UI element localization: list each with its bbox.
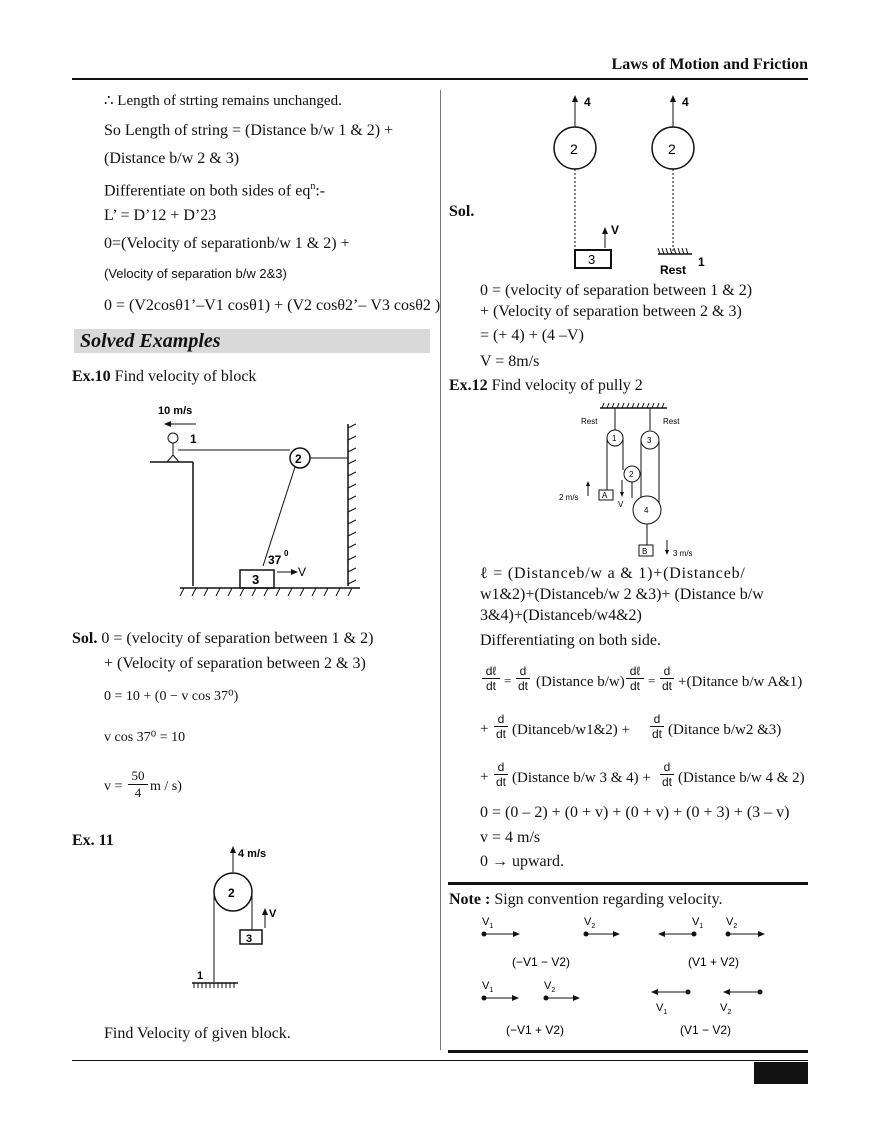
equation-line: L’ = D’12 + D’23 <box>104 207 217 224</box>
equation-line: 0 = 10 + (0 − v cos 37⁰) <box>104 689 239 704</box>
equation-line: v = <box>104 779 123 794</box>
solution-line: = (+ 4) + (4 –V) <box>480 327 584 344</box>
solution-line: 0 = (velocity of separation between 1 & 2) <box>480 282 753 299</box>
svg-text:2: 2 <box>668 141 676 157</box>
svg-text:V: V <box>618 500 624 509</box>
svg-text:A: A <box>602 491 608 500</box>
svg-text:3: 3 <box>647 436 652 445</box>
example-heading: Ex.12 Find velocity of pully 2 <box>449 377 643 394</box>
caption: Find Velocity of given block. <box>104 1025 291 1042</box>
svg-text:2: 2 <box>228 886 235 900</box>
v1-label: $V_1$ <box>482 916 494 930</box>
derivative-line: + d dt (Ditanceb/w1&2) + d dt (Ditance b/w2 &3) <box>480 712 782 741</box>
fraction: 50 4 <box>128 768 148 801</box>
svg-text:3 m/s: 3 m/s <box>673 549 693 558</box>
text-line: Differentiate on both sides of $eq^n:-$ <box>104 181 326 200</box>
svg-text:V: V <box>269 908 277 920</box>
ex10-figure <box>140 400 370 605</box>
equation-line: 0 → upward. <box>480 853 564 870</box>
text-line: ℓ = (Distanceb/w a & 1)+(Distanceb/ <box>480 565 746 582</box>
solution-line: Sol. 0 = (velocity of separation between 1 & 2) <box>72 630 374 647</box>
svg-text:V2: $V_2$ <box>544 980 556 994</box>
note-bottom-rule <box>448 1050 808 1053</box>
svg-text:V: V <box>298 565 307 579</box>
svg-text:2: 2 <box>570 141 578 157</box>
therefore-symbol: ∴ <box>104 93 114 109</box>
svg-text:V2: $V_2$ <box>726 916 738 930</box>
speed-label: 10 m/s <box>158 405 193 417</box>
solution-line: V = 8m/s <box>480 353 540 370</box>
equation-line: v = 4 m/s <box>480 829 541 846</box>
text-line: ∴ Length of strting remains unchanged. <box>104 93 342 109</box>
solution-label: Sol. <box>449 203 475 220</box>
svg-text:B: B <box>642 547 648 556</box>
equation-line: 0 = (V2cosθ1’–V1 cosθ1) + (V2 cosθ2’– V3 cosθ2 ) <box>104 297 441 314</box>
svg-text:(V1 + V2): (V1 + V2) <box>688 955 740 969</box>
svg-text:2: 2 <box>629 470 634 479</box>
example-heading: Ex. 11 <box>72 832 114 849</box>
ex12-figure <box>555 400 695 560</box>
svg-text:Rest: Rest <box>663 417 680 426</box>
ex11-figure <box>180 840 300 990</box>
svg-text:4: 4 <box>644 506 649 515</box>
svg-text:Rest: Rest <box>660 263 687 277</box>
svg-text:(V1 − V2): (V1 − V2) <box>680 1023 732 1037</box>
note-figure <box>470 910 800 1045</box>
svg-text:1: 1 <box>190 432 197 446</box>
header-rule <box>72 78 808 80</box>
running-header: Laws of Motion and Friction <box>611 56 808 73</box>
footer-rule <box>72 1060 808 1061</box>
svg-text:V2: $V_2$ <box>720 1002 732 1016</box>
derivative-line: dℓ dt = d dt (Distance b/w) dℓ dt = d dt +(Ditance b/w A&1) <box>480 664 810 700</box>
sol-figure <box>540 88 740 280</box>
example-heading: Ex.10 Find velocity of block <box>72 368 257 385</box>
svg-text:0: 0 <box>284 549 289 558</box>
svg-text:(−V1 − V2): (−V1 − V2) <box>512 955 571 969</box>
section-heading: Solved Examples <box>80 330 221 352</box>
equation-line: v cos 37⁰ = 10 <box>104 730 186 745</box>
svg-text:4: 4 <box>584 95 591 109</box>
text-line: w1&2)+(Distanceb/w 2 &3)+ (Distance b/w <box>480 586 764 603</box>
unit: m / s) <box>150 779 182 794</box>
person-icon <box>168 433 178 443</box>
svg-text:1: 1 <box>612 434 617 443</box>
svg-text:Rest: Rest <box>581 417 598 426</box>
column-divider <box>440 90 441 1050</box>
svg-text:3: 3 <box>252 572 260 587</box>
svg-text:2 m/s: 2 m/s <box>559 493 579 502</box>
svg-text:3: 3 <box>588 252 596 267</box>
svg-text:V: V <box>611 223 620 237</box>
svg-text:4 m/s: 4 m/s <box>238 848 267 860</box>
solution-line: + (Velocity of separation between 2 & 3) <box>104 655 366 672</box>
svg-text:V1: $V_1$ <box>482 980 494 994</box>
note-top-rule <box>448 882 808 885</box>
text-line: Differentiating on both side. <box>480 632 661 649</box>
svg-text:V1: $V_1$ <box>692 916 704 930</box>
svg-text:2: 2 <box>295 452 302 466</box>
note-heading: Note : Sign convention regarding velocity. <box>449 891 723 908</box>
svg-text:1: 1 <box>197 970 204 982</box>
page-number-box <box>754 1062 808 1084</box>
svg-text:V1: $V_1$ <box>656 1002 668 1016</box>
svg-text:1: 1 <box>698 255 705 269</box>
text-line: 3&4)+(Distanceb/w4&2) <box>480 607 642 624</box>
solution-line: + (Velocity of separation between 2 & 3) <box>480 303 742 320</box>
svg-text:37: 37 <box>268 553 282 567</box>
svg-text:(−V1 + V2): (−V1 + V2) <box>506 1023 565 1037</box>
svg-text:3: 3 <box>246 933 253 945</box>
text-line: (Velocity of separation b/w 2&3) <box>104 266 287 281</box>
text-line: (Distance b/w 2 & 3) <box>104 150 240 167</box>
text-line: 0=(Velocity of separationb/w 1 & 2) + <box>104 235 350 252</box>
svg-text:4: 4 <box>682 95 689 109</box>
derivative-line: + d dt (Distance b/w 3 & 4) + d dt (Distance b/w 4 & 2) <box>480 760 805 789</box>
text-line: So Length of string = (Distance b/w 1 & 2) + <box>104 122 394 139</box>
equation-line: 0 = (0 – 2) + (0 + v) + (0 + v) + (0 + 3) + (3 – v) <box>480 804 790 821</box>
svg-text:V2: $V_2$ <box>584 916 596 930</box>
